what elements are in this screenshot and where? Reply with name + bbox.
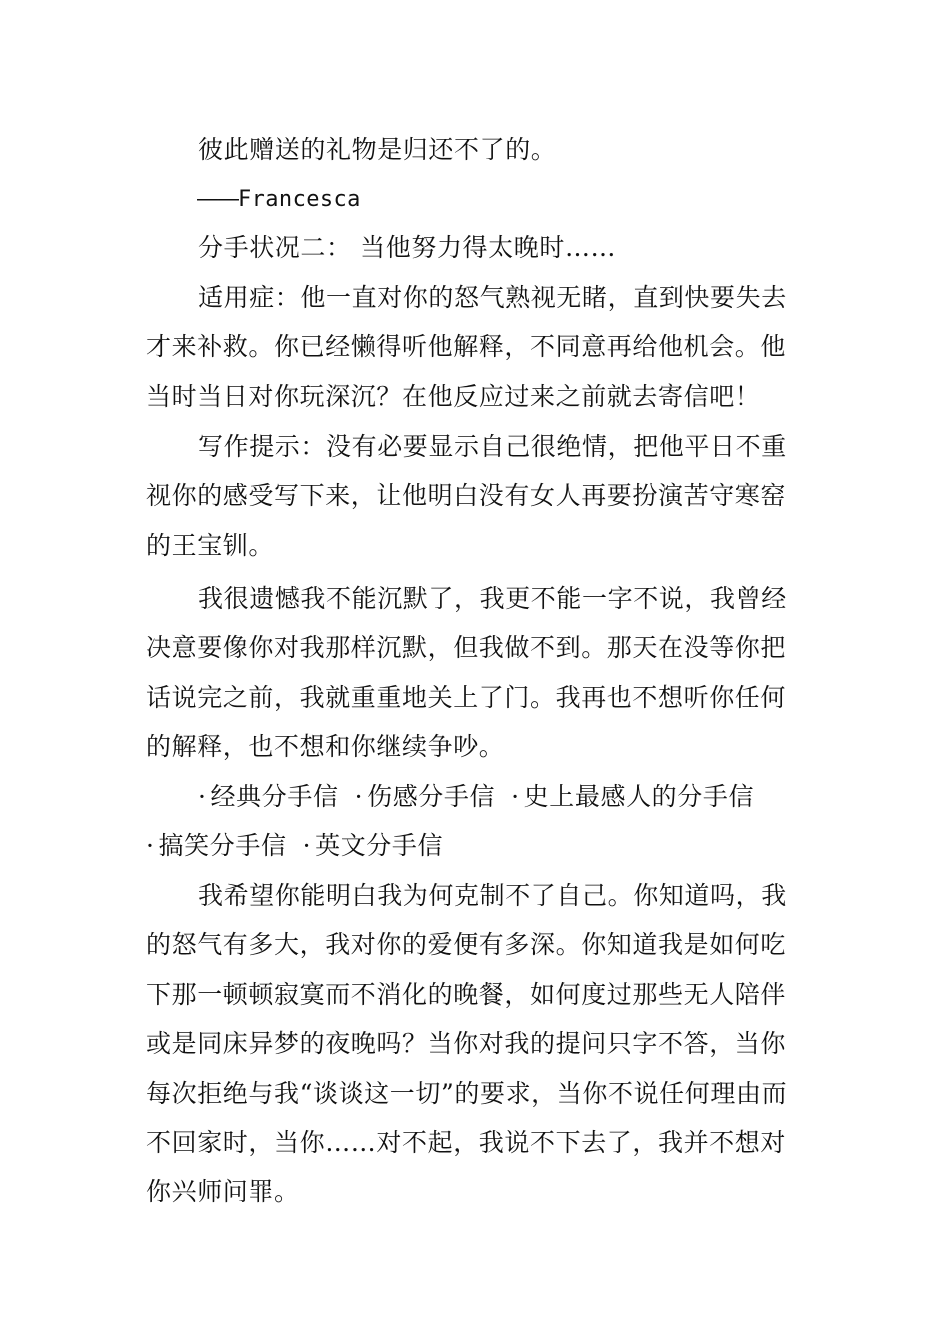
signature (196, 181, 361, 218)
related-link[interactable] (198, 772, 339, 821)
related-link[interactable] (355, 772, 496, 821)
link-label: 伤感分手信 (367, 782, 496, 811)
text-line: 彼此赠送的礼物是归还不了的。 (198, 135, 557, 164)
signature-dash: —— (196, 186, 238, 212)
bullet-icon: · (302, 831, 312, 861)
section-heading: 分手状况二： 当他努力得太晚时…… (198, 233, 617, 262)
bullet-icon: · (354, 782, 364, 811)
related-link[interactable] (511, 772, 754, 821)
bullet-icon: · (511, 782, 520, 811)
related-link[interactable] (303, 821, 444, 870)
paragraph-symptoms: 适用症：他一直对你的怒气熟视无睹，直到快要失去才来补救。你已经懒得听他解释，不同意再给他机会。他当时当日对你玩深沉？在他反应过来之前就去寄信吧！ (146, 283, 787, 411)
paragraph-letter-opening: 我很遗憾我不能沉默了，我更不能一字不说，我曾经决意要像你对我那样沉默，但我做不到。那天在没等你把话说完之前，我就重重地关上了门。我再也不想听你任何的解释，也不想和你继续争吵。 (146, 584, 787, 762)
signature-name: Francesca (238, 187, 361, 212)
paragraph-letter-body: 我希望你能明白我为何克制不了自己。你知道吗，我的怒气有多大，我对你的爱便有多深。你知道我是如何吃下那一顿顿寂寞而不消化的晚餐，如何度过那些无人陪伴或是同床异梦的夜晚吗？当你对我的提问只字不答，当你每次拒绝与我“谈谈这一切”的要求，当你不说任何理由而不回家时，当你……对不起，我说不下去了，我并不想对你兴师问罪。 (146, 881, 788, 1207)
bullet-icon: · (198, 782, 207, 811)
bullet-icon: · (146, 831, 155, 861)
related-link[interactable] (146, 821, 287, 870)
link-label: 搞笑分手信 (158, 831, 287, 861)
link-label: 经典分手信 (210, 782, 339, 811)
related-links (146, 772, 826, 871)
link-label: 史上最感人的分手信 (523, 782, 755, 811)
paragraph-writing-tips: 写作提示：没有必要显示自己很绝情，把他平日不重视你的感受写下来，让他明白没有女人再要扮演苦守寒窑的王宝钏。 (146, 432, 787, 560)
link-label: 英文分手信 (315, 831, 444, 861)
